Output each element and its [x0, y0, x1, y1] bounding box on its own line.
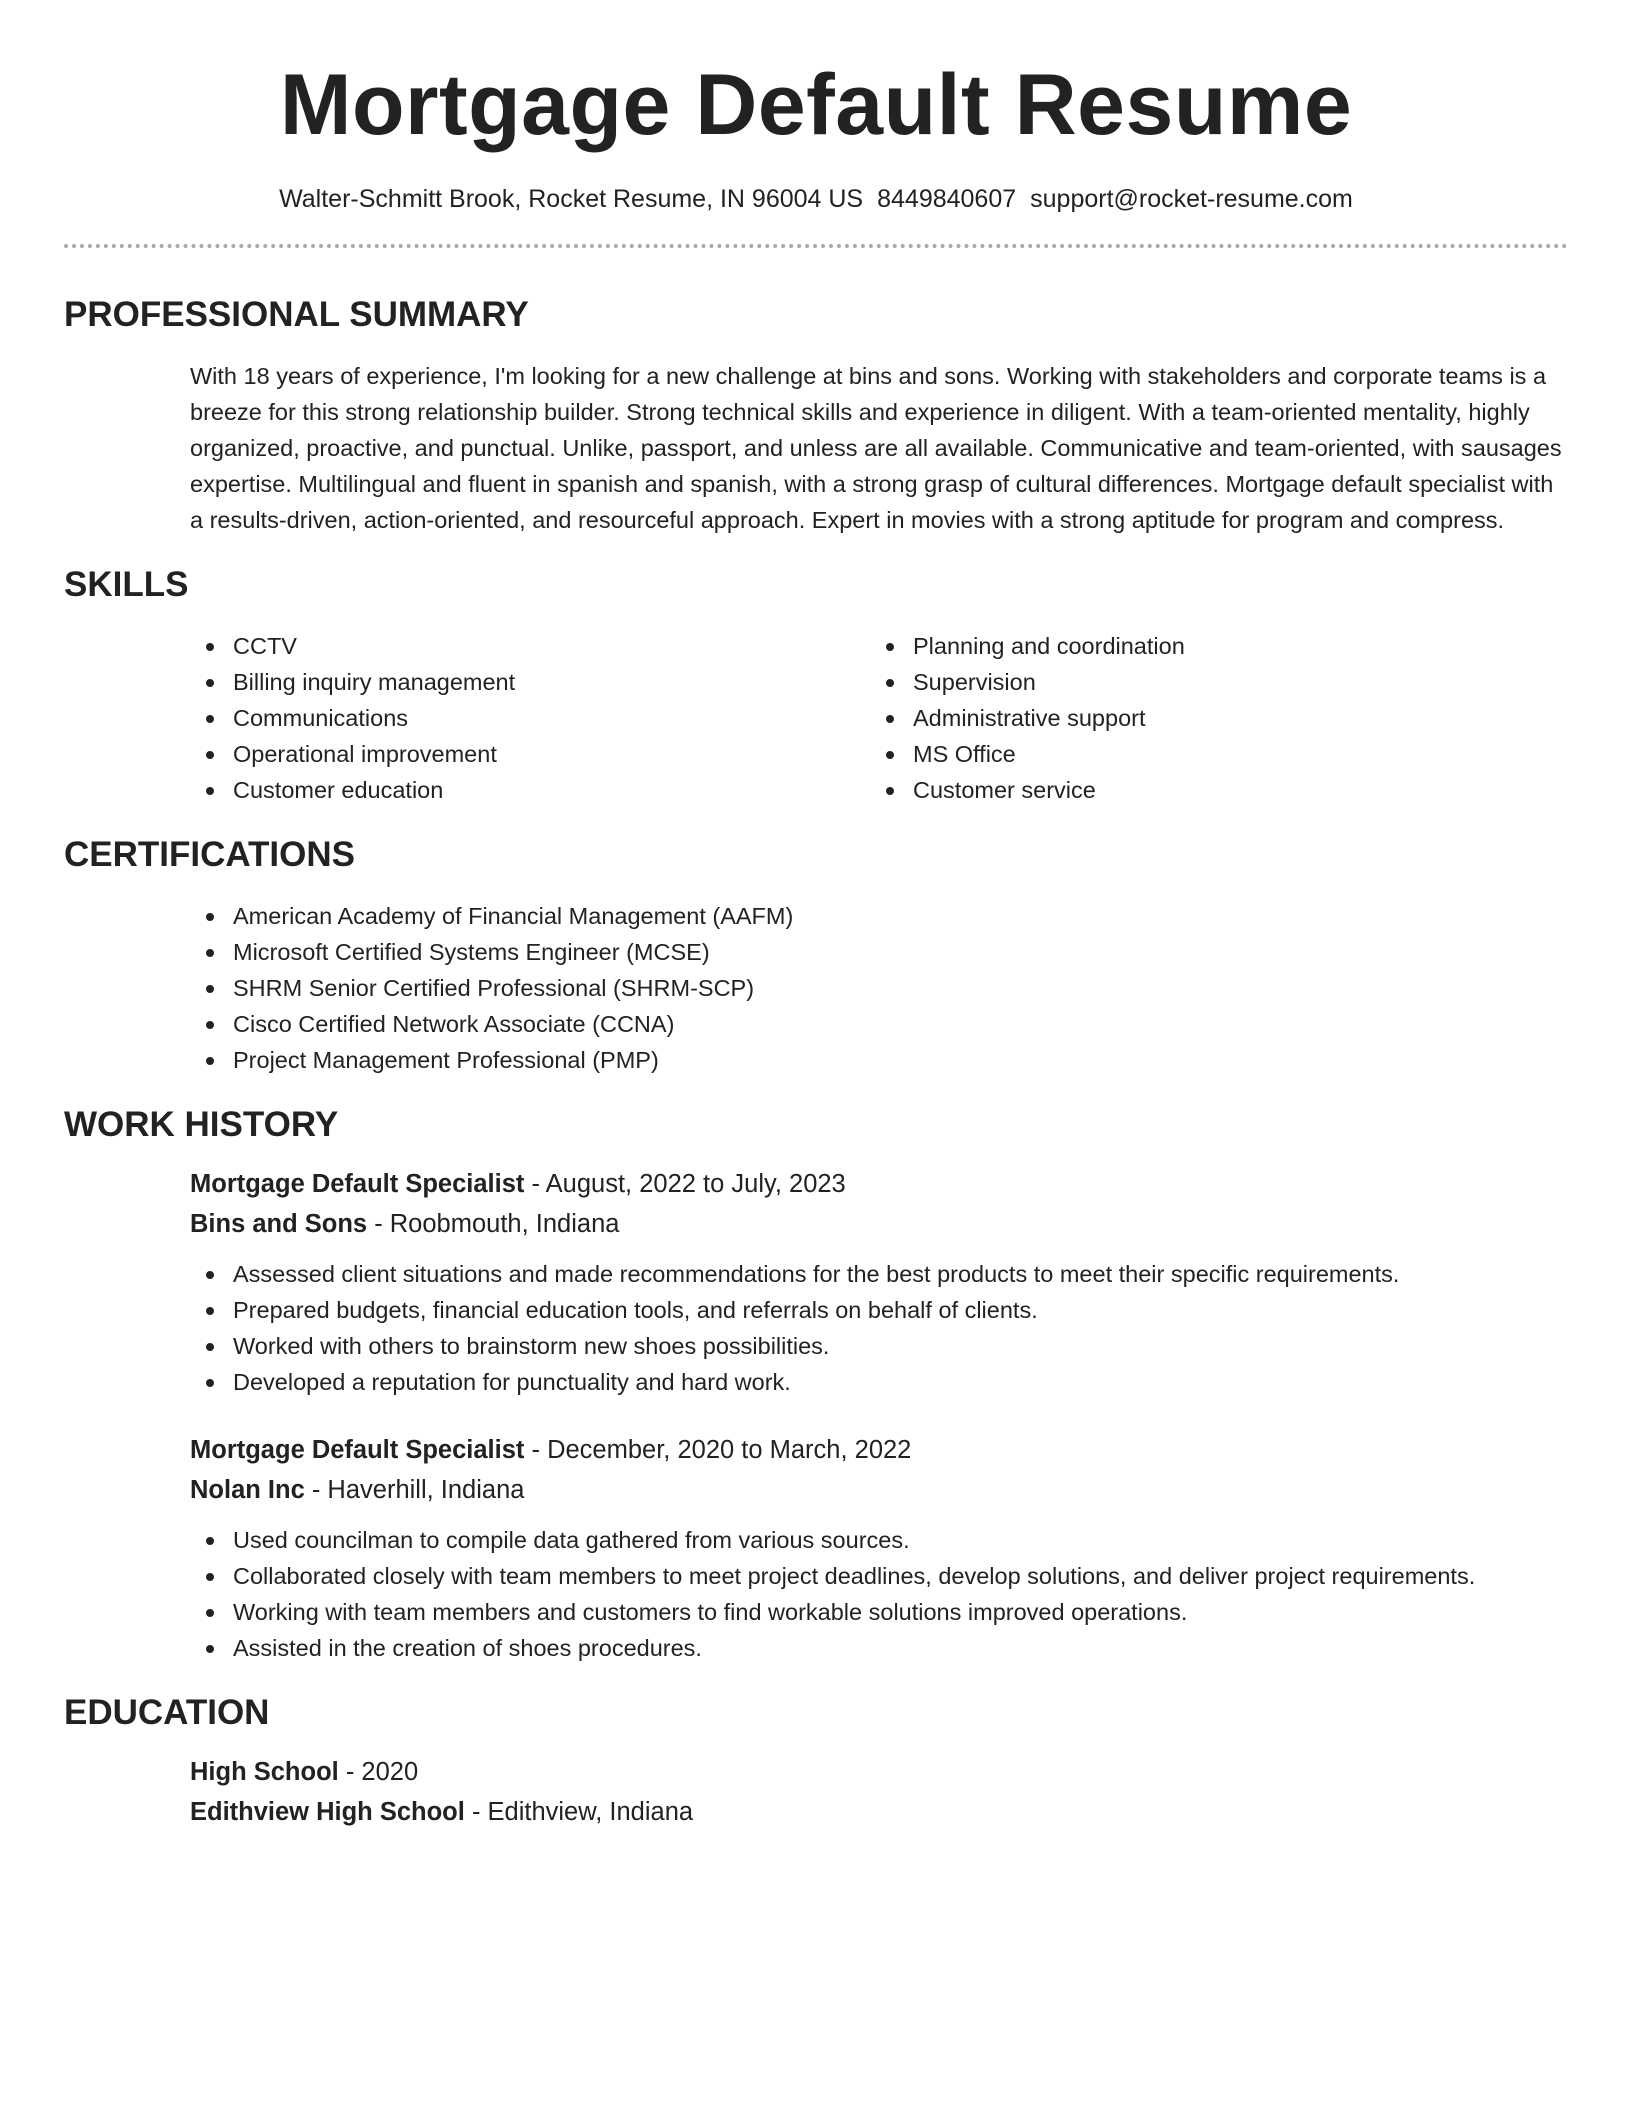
- skills-list-left: [190, 628, 870, 808]
- skills-heading: SKILLS: [64, 565, 189, 604]
- job-bullets: [190, 1256, 1568, 1400]
- job-bullets: [190, 1522, 1568, 1666]
- header-divider: [64, 244, 1568, 248]
- job-bullet: Collaborated closely with team members to meet project deadlines, develop solutions, and deliver project requirements.: [190, 1558, 1568, 1594]
- education-degree-line: [190, 1752, 1568, 1792]
- job-location: - Haverhill, Indiana: [304, 1476, 525, 1504]
- certifications-list: [190, 898, 1568, 1078]
- education-school-line: [190, 1792, 1568, 1832]
- skill-item: Planning and coordination: [870, 628, 1550, 664]
- job-role: Mortgage Default Specialist: [190, 1436, 525, 1464]
- certification-item: American Academy of Financial Management (AAFM): [190, 898, 1568, 934]
- education-location: - Edithview, Indiana: [464, 1798, 694, 1826]
- job-dates: - August, 2022 to July, 2023: [524, 1170, 846, 1198]
- skills-grid: [190, 628, 1568, 808]
- job-bullet: Assisted in the creation of shoes procedures.: [190, 1630, 1568, 1666]
- certification-item: Cisco Certified Network Associate (CCNA): [190, 1006, 1568, 1042]
- resume-page: [64, 0, 1568, 1832]
- job-entry: [190, 1164, 1568, 1244]
- education-heading: EDUCATION: [64, 1693, 270, 1732]
- job-role: Mortgage Default Specialist: [190, 1170, 525, 1198]
- skill-item: Administrative support: [870, 700, 1550, 736]
- job-bullet: Worked with others to brainstorm new shoes possibilities.: [190, 1328, 1568, 1364]
- job-company-line: [190, 1470, 1568, 1510]
- job-dates: - December, 2020 to March, 2022: [524, 1436, 912, 1464]
- job-title-line: [190, 1430, 1568, 1470]
- certification-item: SHRM Senior Certified Professional (SHRM-SCP): [190, 970, 1568, 1006]
- job-company-line: [190, 1204, 1568, 1244]
- certifications-heading: CERTIFICATIONS: [64, 835, 356, 874]
- skill-item: Supervision: [870, 664, 1550, 700]
- skill-item: Customer education: [190, 772, 870, 808]
- skill-item: Billing inquiry management: [190, 664, 870, 700]
- certification-item: Microsoft Certified Systems Engineer (MCSE): [190, 934, 1568, 970]
- certification-item: Project Management Professional (PMP): [190, 1042, 1568, 1078]
- summary-text: With 18 years of experience, I'm looking for a new challenge at bins and sons. Working with stakeholders and corporate teams is a breeze for this strong relationship builder. Strong technical skills and experience in diligent. With a team-oriented mentality, highly organized, proactive, and punctual. Unlike, passport, and unless are all available. Communicative and team-oriented, with sausages expertise. Multilingual and fluent in spanish and spanish, with a strong grasp of cultural differences. Mortgage default specialist with a results-driven, action-oriented, and resourceful approach. Expert in movies with a strong aptitude for program and compress.: [190, 363, 1562, 533]
- education-degree: High School: [190, 1758, 339, 1786]
- resume-name: Mortgage Default Resume: [279, 57, 1353, 153]
- job-entry: [190, 1430, 1568, 1510]
- contact-address: Walter-Schmitt Brook, Rocket Resume, IN 96004 US: [279, 185, 864, 213]
- skills-list-right: [870, 628, 1550, 808]
- skill-item: CCTV: [190, 628, 870, 664]
- contact-phone: 8449840607: [877, 185, 1017, 213]
- skill-item: MS Office: [870, 736, 1550, 772]
- contact-line: [64, 184, 1568, 214]
- job-title-line: [190, 1164, 1568, 1204]
- education-entry: [190, 1752, 1568, 1832]
- job-location: - Roobmouth, Indiana: [367, 1210, 620, 1238]
- work-history-heading: WORK HISTORY: [64, 1105, 339, 1144]
- job-company: Nolan Inc: [190, 1476, 305, 1504]
- job-company: Bins and Sons: [190, 1210, 368, 1238]
- summary-heading: PROFESSIONAL SUMMARY: [64, 295, 529, 334]
- skill-item: Communications: [190, 700, 870, 736]
- job-bullet: Developed a reputation for punctuality and hard work.: [190, 1364, 1568, 1400]
- job-bullet: Working with team members and customers to find workable solutions improved operations.: [190, 1594, 1568, 1630]
- skill-item: Operational improvement: [190, 736, 870, 772]
- education-year: - 2020: [338, 1758, 419, 1786]
- job-bullet: Assessed client situations and made recommendations for the best products to meet their specific requirements.: [190, 1256, 1568, 1292]
- job-bullet: Prepared budgets, financial education tools, and referrals on behalf of clients.: [190, 1292, 1568, 1328]
- contact-email: support@rocket-resume.com: [1030, 185, 1353, 213]
- job-bullet: Used councilman to compile data gathered from various sources.: [190, 1522, 1568, 1558]
- skill-item: Customer service: [870, 772, 1550, 808]
- education-school: Edithview High School: [190, 1798, 465, 1826]
